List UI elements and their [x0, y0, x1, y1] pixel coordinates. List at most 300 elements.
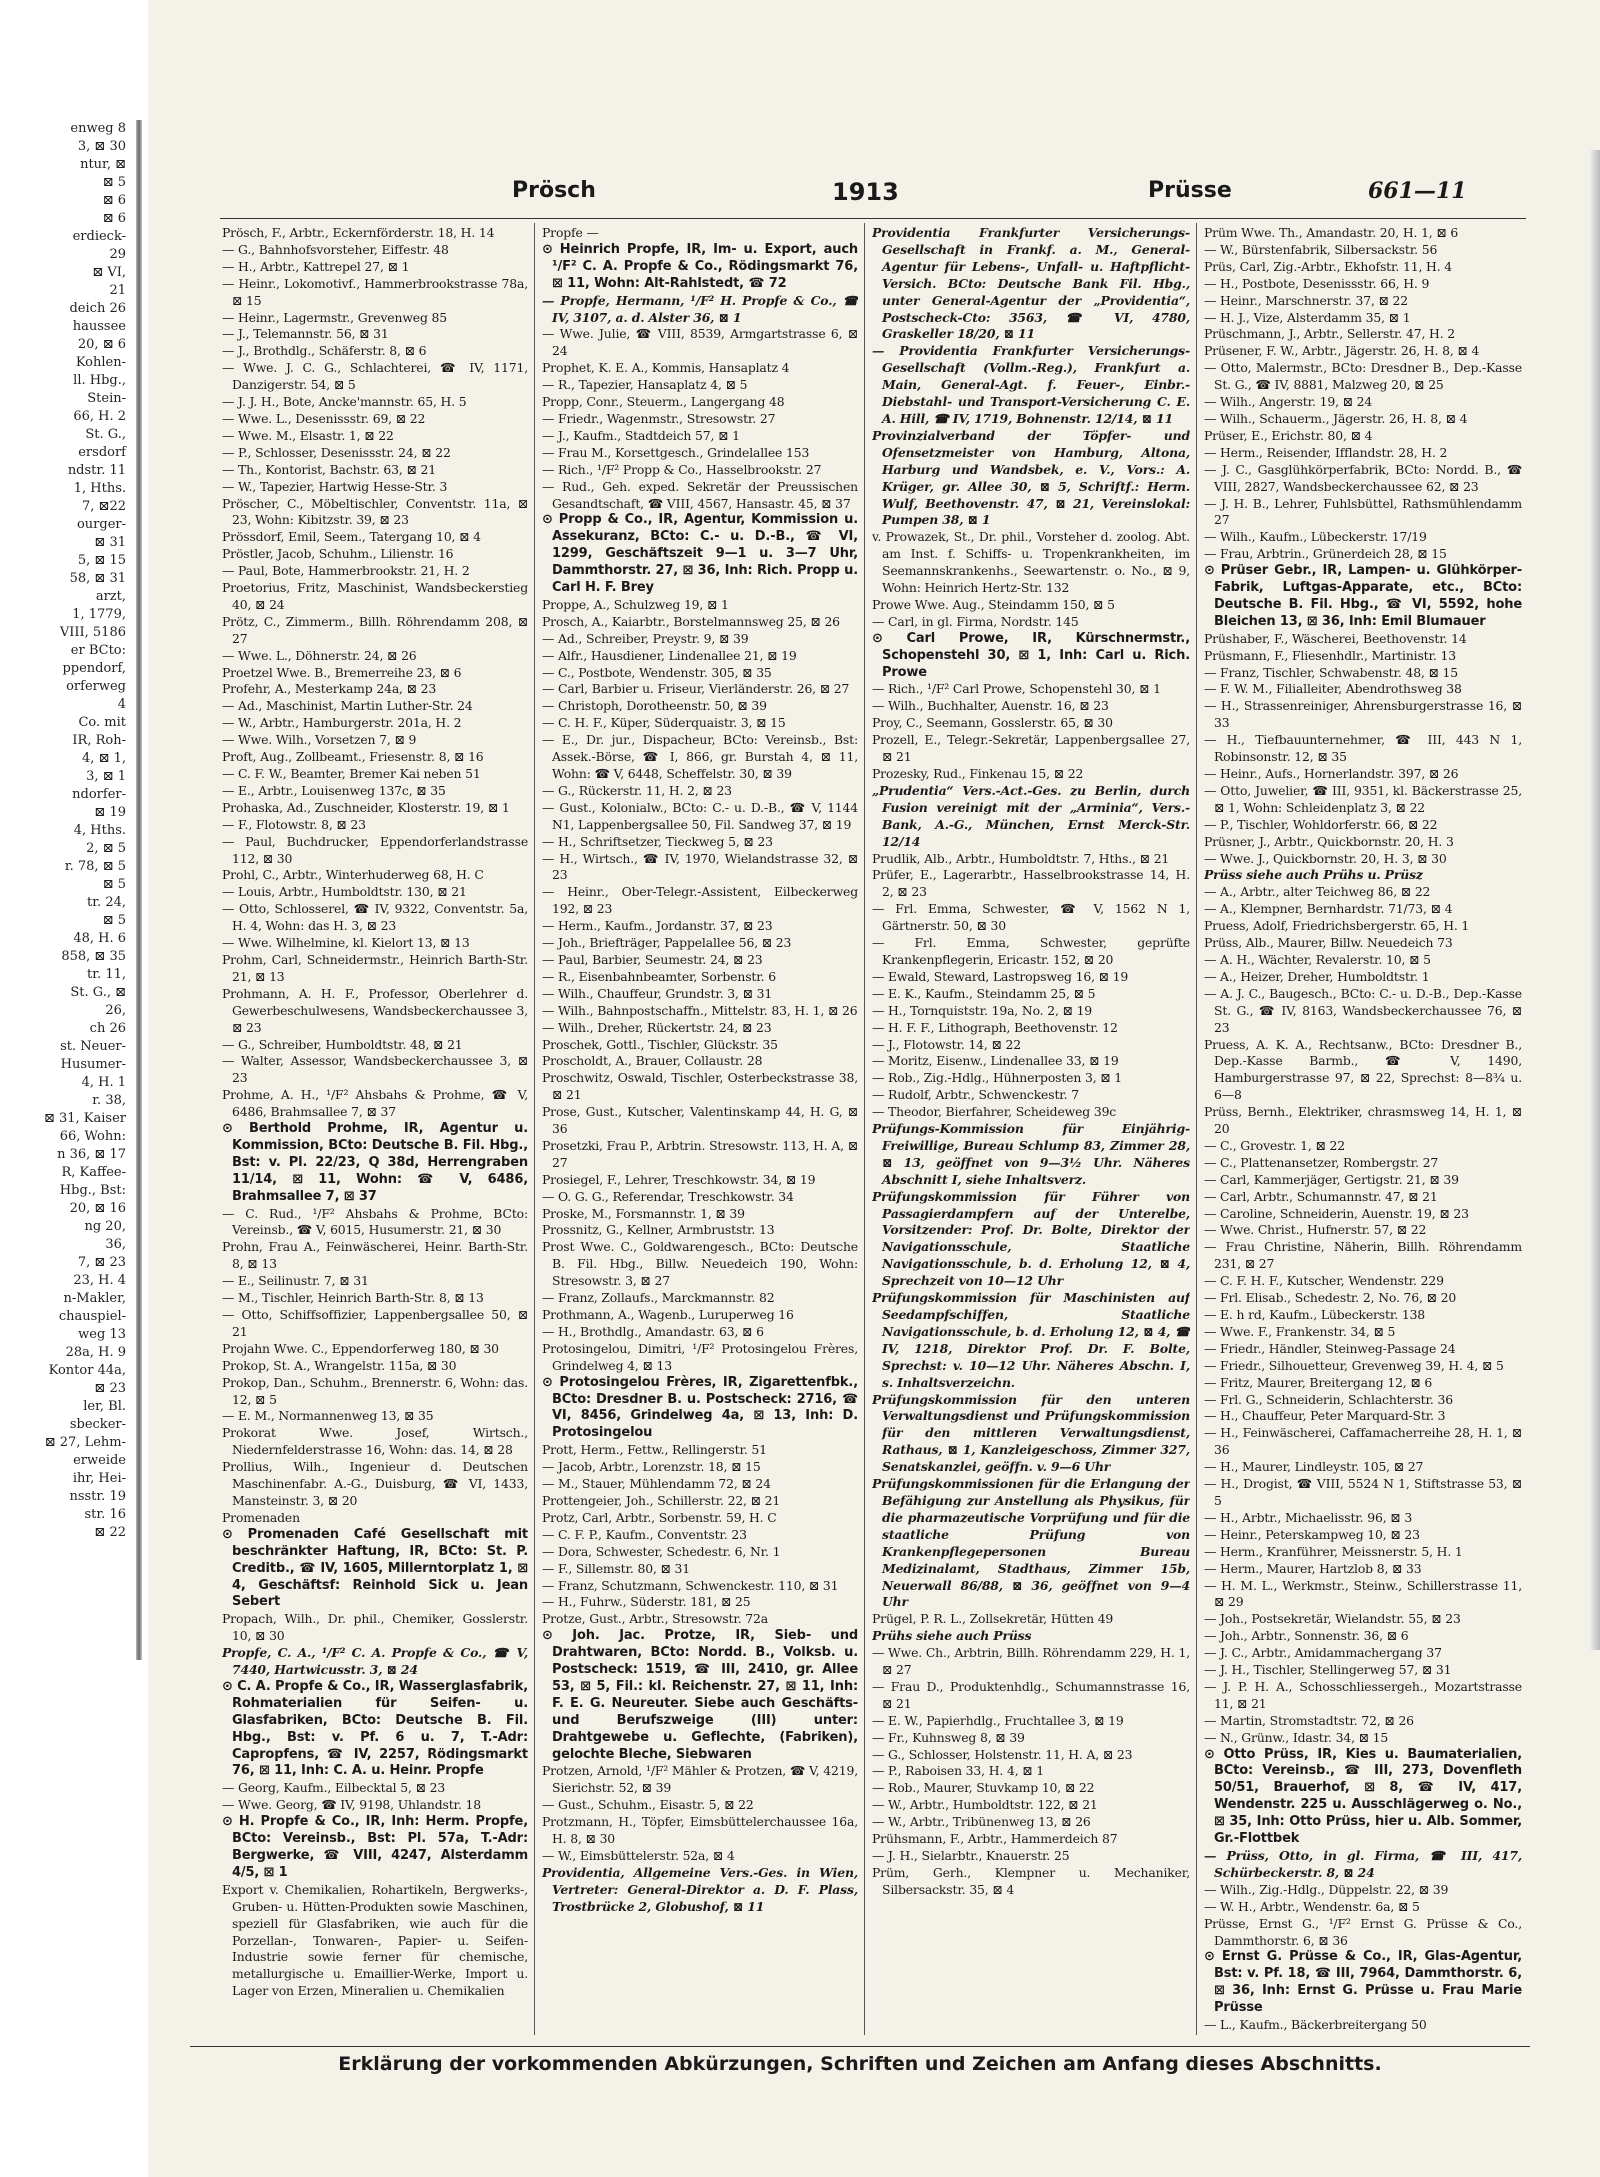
- previous-page-fragment: ntur, ⊠: [80, 157, 126, 172]
- directory-entry: — W., Arbtr., Humboldtstr. 122, ⊠ 21: [872, 1797, 1098, 1813]
- previous-page-fragment: ch 26: [89, 1021, 126, 1036]
- directory-entry: Promenaden: [222, 1509, 300, 1525]
- directory-entry: — H. M. L., Werkmstr., Steinw., Schillerstrasse 11, ⊠ 29: [1204, 1577, 1522, 1610]
- previous-page-fragment: er BCto:: [70, 643, 126, 658]
- previous-page-fragment: ⊠ 27, Lehm-: [44, 1435, 126, 1450]
- directory-entry: — Christoph, Dorotheenstr. 50, ⊠ 39: [542, 698, 767, 714]
- column-4: [1204, 225, 1522, 2037]
- directory-entry: Prossnitz, G., Kellner, Armbruststr. 13: [542, 1222, 775, 1238]
- directory-entry: — C., Grovestr. 1, ⊠ 22: [1204, 1137, 1345, 1153]
- directory-entry: — Frl. G., Schneiderin, Schlachterstr. 36: [1204, 1391, 1453, 1407]
- directory-entry: Prösch, F., Arbtr., Eckernförderstr. 18, H. 14: [222, 225, 495, 240]
- directory-entry: Prüfungs-Kommission für Einjährig-Freiwillige, Bureau Schlump 83, Zimmer 28, ⊠ 13, geöffnet von 9—3½ Uhr. Näheres Abschnitt I, siehe Inhaltsverz.: [872, 1121, 1190, 1187]
- directory-entry: Prössdorf, Emil, Seem., Tatergang 10, ⊠ 4: [222, 529, 481, 545]
- previous-page-fragment: enweg 8: [70, 121, 126, 136]
- directory-entry: — Wwe. Wilh., Vorsetzen 7, ⊠ 9: [222, 732, 417, 748]
- directory-entry: — H., Schriftsetzer, Tieckweg 5, ⊠ 23: [542, 833, 773, 849]
- book-gutter: [136, 120, 142, 1660]
- directory-entry: Prokop, St. A., Wrangelstr. 115a, ⊠ 30: [222, 1357, 457, 1373]
- directory-entry: — A. H., Wächter, Revalerstr. 10, ⊠ 5: [1204, 951, 1431, 967]
- directory-entry: — H., Arbtr., Kattrepel 27, ⊠ 1: [222, 258, 410, 274]
- column-divider: [534, 223, 535, 2035]
- directory-entry: — Th., Kontorist, Bachstr. 63, ⊠ 21: [222, 461, 436, 477]
- previous-page-fragment: Kontor 44a,: [48, 1363, 126, 1378]
- header-right-keyword: Prüsse: [1148, 178, 1232, 203]
- directory-entry: — Louis, Arbtr., Humboldtstr. 130, ⊠ 21: [222, 884, 467, 900]
- directory-entry: Prottengeier, Joh., Schillerstr. 22, ⊠ 21: [542, 1492, 781, 1508]
- previous-page-fragment: 21: [109, 283, 126, 298]
- previous-page-fragment: 4, Hths.: [73, 823, 126, 838]
- previous-page-fragment: ng 20,: [84, 1219, 126, 1234]
- directory-entry: — H. F. F., Lithograph, Beethovenstr. 12: [872, 1019, 1118, 1035]
- previous-page-fragment: ⊠ 6: [102, 211, 126, 226]
- directory-entry: — Herm., Reisender, Ifflandstr. 28, H. 2: [1204, 444, 1448, 460]
- header-left-keyword: Prösch: [512, 178, 596, 203]
- previous-page-fragment: ihr, Hei-: [72, 1471, 126, 1486]
- directory-entry: Propp, Conr., Steuerm., Langergang 48: [542, 394, 785, 410]
- directory-entry: Providentia, Allgemeine Vers.-Ges. in Wien, Vertreter: General-Direktor a. D. F. Plass, Trostbrücke 2, Globushof, ⊠ 11: [542, 1864, 858, 1914]
- directory-entry: — Ewald, Steward, Lastropsweg 16, ⊠ 19: [872, 968, 1129, 984]
- directory-entry: Pruess, A. K. A., Rechtsanw., BCto: Dresdner B., Dep.-Kasse Barmb., ☎ V, 1490, Hamburgerstrasse 97, ⊠ 22, Sprechst: 8—8¾ u. 6—8: [1204, 1036, 1522, 1103]
- previous-page-fragment: tr. 11,: [87, 967, 126, 982]
- directory-entry: Prüm Wwe. Th., Amandastr. 20, H. 1, ⊠ 6: [1204, 225, 1459, 240]
- directory-entry: Protz, Carl, Arbtr., Sorbenstr. 59, H. C: [542, 1509, 777, 1525]
- directory-entry: — P., Raboisen 33, H. 4, ⊠ 1: [872, 1763, 1045, 1779]
- column-3: [872, 225, 1190, 2037]
- directory-entry: — Franz, Tischler, Schwabenstr. 48, ⊠ 15: [1204, 664, 1459, 680]
- previous-page-fragment: 26,: [105, 1003, 126, 1018]
- directory-entry: — Frl. Emma, Schwester, ☎ V, 1562 N 1, Gärtnerstr. 50, ⊠ 30: [872, 901, 1190, 934]
- directory-entry: — A., Heizer, Dreher, Humboldtstr. 1: [1204, 968, 1430, 984]
- directory-entry: — Otto, Schlosserel, ☎ IV, 9322, Conventstr. 5a, H. 4, Wohn: das H. 3, ⊠ 23: [222, 901, 528, 934]
- directory-entry: — C. F. W., Beamter, Bremer Kai neben 51: [222, 766, 481, 781]
- previous-page-edge: [0, 120, 130, 1650]
- directory-entry: — W., Arbtr., Tribünenweg 13, ⊠ 26: [872, 1814, 1091, 1830]
- directory-entry: — Wwe. Wilhelmine, kl. Kielort 13, ⊠ 13: [222, 935, 470, 951]
- directory-entry: — Heinr., Marschnerstr. 37, ⊠ 22: [1204, 292, 1409, 308]
- previous-page-fragment: chauspiel-: [58, 1309, 126, 1324]
- directory-entry: — Dora, Schwester, Schedestr. 6, Nr. 1: [542, 1543, 781, 1559]
- directory-entry: Providentia Frankfurter Versicherungs-Gesellschaft in Frankf. a. M., General-Agentur für Lebens-, Unfall- u. Haftpflicht-Versich. BCto: Deutsche Bank Fil. Hbg., unter General-Agentur der „Providentia“, Postscheck-Cto: 3563, ☎ VI, 4780, Graskeller 18/20, ⊠ 11: [872, 225, 1190, 342]
- directory-entry: — Wwe. Christ., Hufnerstr. 57, ⊠ 22: [1204, 1222, 1427, 1238]
- directory-entry: — Franz, Schutzmann, Schwenckestr. 110, ⊠ 31: [542, 1577, 839, 1593]
- directory-entry: — C. Rud., ¹/F² Ahsbahs & Prohme, BCto: Vereinsb., ☎ V, 6015, Husumerstr. 21, ⊠ 30: [222, 1205, 528, 1238]
- previous-page-fragment: 2, ⊠ 5: [86, 841, 126, 856]
- directory-entry: — Herm., Kranführer, Meissnerstr. 5, H. 1: [1204, 1543, 1463, 1559]
- previous-page-fragment: 4: [117, 697, 126, 712]
- directory-entry: Projahn Wwe. C., Eppendorferweg 180, ⊠ 30: [222, 1340, 499, 1356]
- directory-entry: — Otto, Juwelier, ☎ III, 9351, kl. Bäckerstrasse 25, ⊠ 1, Wohn: Schleidenplatz 3, ⊠ 22: [1204, 782, 1522, 815]
- directory-entry: Prost Wwe. C., Goldwarengesch., BCto: Deutsche B. Fil. Hbg., Billw. Neuedeich 190, Wohn: Stresowstr. 3, ⊠ 27: [542, 1239, 858, 1289]
- directory-columns: [220, 218, 1526, 2039]
- directory-entry: — Jacob, Arbtr., Lorenzstr. 18, ⊠ 15: [542, 1459, 761, 1475]
- directory-entry: — Gust., Kolonialw., BCto: C.- u. D.-B., ☎ V, 1144 N1, Lappenbergsallee 50, Fil. Sandweg 37, ⊠ 19: [542, 799, 858, 832]
- previous-page-fragment: 5, ⊠ 15: [77, 553, 126, 568]
- directory-entry: — C. F. H. F., Kutscher, Wendenstr. 229: [1204, 1273, 1444, 1289]
- previous-page-fragment: ⊠ 6: [102, 193, 126, 208]
- directory-entry: — Fritz, Maurer, Breitergang 12, ⊠ 6: [1204, 1374, 1433, 1390]
- directory-entry: — Moritz, Eisenw., Lindenallee 33, ⊠ 19: [872, 1053, 1119, 1069]
- column-1: [222, 225, 528, 2037]
- previous-page-fragment: sbecker-: [69, 1417, 126, 1432]
- previous-page-fragment: 1, Hths.: [73, 481, 126, 496]
- directory-entry: — J. H., Tischler, Stellingerweg 57, ⊠ 31: [1204, 1662, 1452, 1678]
- directory-entry: — F. W. M., Filialleiter, Abendrothsweg 38: [1204, 681, 1462, 697]
- directory-entry: v. Prowazek, St., Dr. phil., Vorsteher d. zoolog. Abt. am Inst. f. Schiffs- u. Tropenkrankheiten, im Seemannskrankenhs., Seewartenstr. o. No., ⊠ 9, Wohn: Heinrich Hertz-Str. 132: [872, 529, 1190, 596]
- directory-entry: Prüs, Carl, Zig.-Arbtr., Ekhofstr. 11, H. 4: [1204, 258, 1453, 274]
- previous-page-fragment: ll. Hbg.,: [73, 373, 126, 388]
- directory-entry: — Wwe. Julie, ☎ VIII, 8539, Armgartstrasse 6, ⊠ 24: [542, 326, 858, 359]
- directory-entry: — E., Seilinustr. 7, ⊠ 31: [222, 1273, 369, 1289]
- directory-entry: Protzmann, H., Töpfer, Eimsbüttelerchaussee 16a, H. 8, ⊠ 30: [542, 1814, 858, 1847]
- directory-entry: — E. h rd, Kaufm., Lübeckerstr. 138: [1204, 1307, 1426, 1322]
- directory-entry: — W., Arbtr., Hamburgerstr. 201a, H. 2: [222, 715, 462, 731]
- directory-entry: Prohl, C., Arbtr., Winterhuderweg 68, H. C: [222, 867, 484, 883]
- previous-page-fragment: ⊠ VI,: [92, 265, 126, 280]
- directory-entry: — J., Flotowstr. 14, ⊠ 22: [872, 1036, 1021, 1052]
- previous-page-fragment: 66, H. 2: [73, 409, 126, 424]
- directory-entry: ⊙ Protosingelou Frères, IR, Zigarettenfbk., BCto: Dresdner B. u. Postscheck: 2716, ☎ VI, 8456, Grindelweg 4a, ⊠ 13, Inh: D. Protosingelou: [542, 1374, 858, 1441]
- directory-entry: — Caroline, Schneiderin, Auenstr. 19, ⊠ 23: [1204, 1205, 1469, 1221]
- footer-note: Erklärung der vorkommenden Abkürzungen, Schriften und Zeichen am Anfang dieses Abschnitts.: [190, 2046, 1530, 2075]
- directory-entry: Proetorius, Fritz, Maschinist, Wandsbeckerstieg 40, ⊠ 24: [222, 580, 528, 612]
- previous-page-fragment: ndstr. 11: [67, 463, 126, 478]
- directory-entry: — E. K., Kaufm., Steindamm 25, ⊠ 5: [872, 985, 1096, 1001]
- directory-entry: Prohme, A. H., ¹/F² Ahsbahs & Prohme, ☎ V, 6486, Brahmsallee 7, ⊠ 37: [222, 1087, 528, 1120]
- directory-entry: — Herm., Kaufm., Jordanstr. 37, ⊠ 23: [542, 918, 773, 934]
- directory-entry: Proschwitz, Oswald, Tischler, Osterbeckstrasse 38, ⊠ 21: [542, 1070, 858, 1103]
- previous-page-fragment: Hbg., Bst:: [59, 1183, 126, 1198]
- directory-entry: — J. C., Arbtr., Amidammachergang 37: [1204, 1645, 1442, 1661]
- previous-page-fragment: 4, H. 1: [81, 1075, 126, 1090]
- previous-page-fragment: str. 16: [84, 1507, 126, 1522]
- previous-page-fragment: 3, ⊠ 1: [86, 769, 126, 784]
- directory-entry: — Rich., ¹/F² Carl Prowe, Schopenstehl 30, ⊠ 1: [872, 681, 1161, 697]
- directory-entry: ⊙ Ernst G. Prüsse & Co., IR, Glas-Agentur, Bst: v. Pf. 18, ☎ III, 7964, Dammthorstr. 6, ⊠ 36, Inh: Ernst G. Prüsse u. Frau Marie Prüsse: [1204, 1949, 1522, 2016]
- header-year: 1913: [832, 178, 899, 206]
- directory-entry: — Gust., Schuhm., Eisastr. 5, ⊠ 22: [542, 1797, 754, 1813]
- previous-page-fragment: 7, ⊠ 23: [77, 1255, 126, 1270]
- previous-page-fragment: weg 13: [78, 1327, 126, 1342]
- directory-entry: — J., Kaufm., Stadtdeich 57, ⊠ 1: [542, 427, 740, 443]
- previous-page-fragment: n 36, ⊠ 17: [57, 1147, 126, 1162]
- directory-entry: — C., Postbote, Wendenstr. 305, ⊠ 35: [542, 664, 772, 680]
- directory-entry: — Carl, Barbier u. Friseur, Vierländerstr. 26, ⊠ 27: [542, 681, 850, 697]
- directory-entry: Prüfungskommission für den unteren Verwaltungsdienst und Prüfungskommission für den mittleren Verwaltungsdienst, Rathaus, ⊠ 1, Kanzleigeschoss, Zimmer 327, Senatskanzlei, geöffn. v. 9—6 Uhr: [872, 1391, 1190, 1475]
- directory-entry: Prokorat Wwe. Josef, Wirtsch., Niedernfelderstrasse 16, Wohn: das. 14, ⊠ 28: [222, 1425, 528, 1458]
- directory-entry: Prüfer, E., Lagerarbtr., Hasselbrookstrasse 14, H. 2, ⊠ 23: [872, 867, 1190, 900]
- previous-page-fragment: ⊠ 5: [102, 877, 126, 892]
- directory-entry: Proetzel Wwe. B., Bremerreihe 23, ⊠ 6: [222, 664, 462, 680]
- directory-entry: ⊙ Promenaden Café Gesellschaft mit beschränkter Haftung, IR, BCto: St. P. Creditb., ☎ IV, 1605, Millerntorplatz 1, ⊠ 4, Geschäftsf: Reinhold Sick u. Jean Sebert: [222, 1526, 528, 1610]
- directory-entry: Provinzialverband der Töpfer- und Ofensetzmeister von Hamburg, Altona, Harburg und Wandsbek, e. V., Vors.: A. Krüger, gr. Allee 30, ⊠ 5, Schriftf.: Herm. Wulf, Beethovenstr. 47, ⊠ 21, Vereinslokal: Pumpen 38, ⊠ 1: [872, 427, 1190, 528]
- directory-entry: ⊙ H. Propfe & Co., IR, Inh: Herm. Propfe, BCto: Vereinsb., Bst: Pl. 57a, T.-Adr: Bergwerke, ☎ VIII, 4247, Alsterdamm 4/5, ⊠ 1: [222, 1814, 528, 1880]
- previous-page-fragment: Kohlen-: [75, 355, 126, 370]
- directory-entry: — Theodor, Bierfahrer, Scheideweg 39c: [872, 1104, 1117, 1120]
- directory-entry: ⊙ C. A. Propfe & Co., IR, Wasserglasfabrik, Rohmaterialien für Seifen- u. Glasfabriken, BCto: Deutsche B. Fil. Hbg., Bst: v. Pf. 6 u. 7, T.-Adr: Capropfens, ☎ IV, 2257, Rödingsmarkt 76, ⊠ 11, Inh: C. A. u. Heinr. Propfe: [222, 1678, 528, 1779]
- directory-entry: — Friedr., Wagenmstr., Stresowstr. 27: [542, 410, 776, 426]
- directory-entry: — C. H. F., Küper, Süderquaistr. 3, ⊠ 15: [542, 715, 786, 731]
- directory-entry: — J., Brothdlg., Schäferstr. 8, ⊠ 6: [222, 343, 427, 359]
- directory-entry: — Paul, Barbier, Seumestr. 24, ⊠ 23: [542, 951, 763, 967]
- directory-entry: Prüfungskommission für Maschinisten auf Seedampfschiffen, Staatliche Navigationsschule, b. d. Erholung 12, ⊠ 4, ☎ IV, 1218, Direktor Prof. Dr. F. Bolte, Sprechst: v. 10—12 Uhr. Näheres Abschn. I, s. Inhaltsverzeichn.: [872, 1290, 1190, 1390]
- directory-entry: — H., Postbote, Desenissstr. 66, H. 9: [1204, 275, 1430, 291]
- directory-entry: Prüsner, J., Arbtr., Quickbornstr. 20, H. 3: [1204, 833, 1454, 849]
- directory-entry: — Georg, Kaufm., Eilbecktal 5, ⊠ 23: [222, 1780, 446, 1796]
- directory-entry: — H., Tornquiststr. 19a, No. 2, ⊠ 19: [872, 1002, 1093, 1018]
- directory-entry: — Rudolf, Arbtr., Schwenckestr. 7: [872, 1087, 1079, 1103]
- directory-entry: Prüsener, F. W., Arbtr., Jägerstr. 26, H. 8, ⊠ 4: [1204, 343, 1480, 359]
- previous-page-fragment: ⊠ 31: [94, 535, 126, 550]
- previous-page-fragment: orferweg: [66, 679, 126, 694]
- column-divider: [1196, 223, 1197, 2035]
- directory-entry: Prüfungskommission für Führer von Passagierdampfern auf der Unterelbe, Vorsitzender: Prof. Dr. Bolte, Direktor der Navigationsschule, Staatliche Navigationsschule, b. d. Erholung 12, ⊠ 4, Sprechzeit von 10—12 Uhr: [872, 1188, 1190, 1289]
- directory-entry: — Ad., Schreiber, Preystr. 9, ⊠ 39: [542, 630, 749, 646]
- previous-page-fragment: ⊠ 22: [94, 1525, 126, 1540]
- directory-entry: — L., Kaufm., Bäckerbreitergang 50: [1204, 2017, 1427, 2033]
- directory-entry: — H., Tiefbauunternehmer, ☎ III, 443 N 1, Robinsonstr. 12, ⊠ 35: [1204, 732, 1522, 765]
- previous-page-fragment: tr. 24,: [87, 895, 126, 910]
- directory-entry: Protze, Gust., Arbtr., Stresowstr. 72a: [542, 1611, 769, 1627]
- directory-entry: Prohn, Frau A., Feinwäscherei, Heinr. Barth-Str. 8, ⊠ 13: [222, 1239, 528, 1272]
- directory-entry: — Heinr., Aufs., Hornerlandstr. 397, ⊠ 26: [1204, 766, 1459, 781]
- directory-entry: Protzen, Arnold, ¹/F² Mähler & Protzen, ☎ V, 4219, Sierichstr. 52, ⊠ 39: [542, 1763, 858, 1796]
- directory-entry: Proy, C., Seemann, Gosslerstr. 65, ⊠ 30: [872, 715, 1113, 731]
- previous-page-fragment: erdieck-: [72, 229, 126, 244]
- directory-entry: — Rob., Zig.-Hdlg., Hühnerposten 3, ⊠ 1: [872, 1070, 1123, 1086]
- directory-entry: — Wwe. M., Elsastr. 1, ⊠ 22: [222, 427, 394, 443]
- previous-page-fragment: r. 78, ⊠ 5: [64, 859, 126, 874]
- previous-page-fragment: 66, Wohn:: [59, 1129, 126, 1144]
- directory-entry: — F., Sillemstr. 80, ⊠ 31: [542, 1560, 691, 1576]
- previous-page-fragment: 20, ⊠ 16: [69, 1201, 126, 1216]
- directory-entry: Prüss, Bernh., Elektriker, chrasmsweg 14, H. 1, ⊠ 20: [1204, 1104, 1522, 1137]
- previous-page-fragment: St. G.,: [85, 427, 126, 442]
- directory-entry: ⊙ Otto Prüss, IR, Kies u. Baumaterialien, BCto: Vereinsb., ☎ III, 273, Dovenfleth 50/51, Brauerhof, ⊠ 8, ☎ IV, 417, Wendenstr. 225 u. Ausschlägerweg o. No., ⊠ 35, Inh: Otto Prüss, hier u. Alb. Sommer, Gr.-Flottbek: [1204, 1746, 1522, 1847]
- directory-entry: — H., Fuhrw., Süderstr. 181, ⊠ 25: [542, 1594, 751, 1610]
- previous-page-fragment: 23, H. 4: [73, 1273, 126, 1288]
- directory-entry: Proppe, A., Schulzweg 19, ⊠ 1: [542, 596, 729, 612]
- directory-entry: — Carl, in gl. Firma, Nordstr. 145: [872, 613, 1079, 629]
- directory-entry: — Heinr., Ober-Telegr.-Assistent, Eilbeckerweg 192, ⊠ 23: [542, 884, 858, 917]
- directory-entry: — Wwe. L., Desenissstr. 69, ⊠ 22: [222, 410, 426, 426]
- directory-entry: Prüss, Alb., Maurer, Billw. Neuedeich 73: [1204, 935, 1453, 951]
- directory-entry: — G., Rückerstr. 11, H. 2, ⊠ 23: [542, 782, 732, 798]
- directory-entry: Prohmann, A. H. F., Professor, Oberlehrer d. Gewerbeschulwesens, Wandsbeckerchaussee 3, ⊠ 23: [222, 985, 528, 1035]
- directory-entry: — Herm., Maurer, Hartzlob 8, ⊠ 33: [1204, 1560, 1422, 1576]
- directory-entry: — H., Arbtr., Michaelisstr. 96, ⊠ 3: [1204, 1509, 1413, 1525]
- directory-entry: — G., Schreiber, Humboldtstr. 48, ⊠ 21: [222, 1036, 463, 1052]
- directory-entry: — Wwe. Ch., Arbtrin, Billh. Röhrendamm 229, H. 1, ⊠ 27: [872, 1645, 1190, 1678]
- directory-entry: — Wilh., Angerstr. 19, ⊠ 24: [1204, 394, 1373, 410]
- page-header: [190, 178, 1530, 212]
- directory-entry: — J. H., Sielarbtr., Knauerstr. 25: [872, 1848, 1070, 1863]
- directory-entry: — J. P. H. A., Schosschliessergeh., Mozartstrasse 11, ⊠ 21: [1204, 1678, 1522, 1711]
- directory-entry: — A. J. C., Baugesch., BCto: C.- u. D.-B., Dep.-Kasse St. G., ☎ IV, 8163, Wandsbeckerchaussee 76, ⊠ 23: [1204, 985, 1522, 1035]
- directory-entry: Prohm, Carl, Schneidermstr., Heinrich Barth-Str. 21, ⊠ 13: [222, 951, 528, 984]
- directory-entry: Prügel, P. R. L., Zollsekretär, Hütten 49: [872, 1611, 1114, 1627]
- directory-entry: — Frau Christine, Näherin, Billh. Röhrendamm 231, ⊠ 27: [1204, 1239, 1522, 1272]
- previous-page-fragment: ⊠ 5: [102, 175, 126, 190]
- directory-entry: — J. C., Gasglühkörperfabrik, BCto: Nordd. B., ☎ VIII, 2827, Wandsbeckerchaussee 62, ⊠ 23: [1204, 461, 1522, 494]
- directory-entry: — N., Grünw., Idastr. 34, ⊠ 15: [1204, 1729, 1389, 1745]
- previous-page-fragment: erweide: [73, 1453, 126, 1468]
- directory-entry: — H., Wirtsch., ☎ IV, 1970, Wielandstrasse 32, ⊠ 23: [542, 850, 858, 883]
- directory-entry: — Frau, Arbtrin., Grünerdeich 28, ⊠ 15: [1204, 546, 1447, 562]
- directory-entry: — Carl, Kammerjäger, Gertigstr. 21, ⊠ 39: [1204, 1171, 1459, 1187]
- directory-entry: — Wwe. L., Döhnerstr. 24, ⊠ 26: [222, 647, 417, 663]
- directory-entry: Profehr, A., Mesterkamp 24a, ⊠ 23: [222, 681, 437, 697]
- previous-page-fragment: 36,: [105, 1237, 126, 1252]
- directory-entry: Prose, Gust., Kutscher, Valentinskamp 44, H. G, ⊠ 36: [542, 1104, 858, 1137]
- directory-entry: — Frau D., Produktenhdlg., Schumannstrasse 16, ⊠ 21: [872, 1678, 1190, 1711]
- directory-entry: — Heinr., Lokomotivf., Hammerbrookstrasse 78a, ⊠ 15: [222, 275, 528, 308]
- directory-entry: Pröstler, Jacob, Schuhm., Lilienstr. 16: [222, 546, 454, 562]
- directory-entry: Propach, Wilh., Dr. phil., Chemiker, Gosslerstr. 10, ⊠ 30: [222, 1611, 528, 1644]
- directory-entry: ⊙ Heinrich Propfe, IR, Im- u. Export, auch ¹/F² C. A. Propfe & Co., Rödingsmarkt 76, ⊠ 11, Wohn: Alt-Rahlstedt, ☎ 72: [542, 241, 858, 291]
- column-divider: [864, 223, 865, 2035]
- directory-entry: Prüfungskommissionen für die Erlangung der Befähigung zur Anstellung als Physikus, für die pharmazeutische Vorprüfung und für die staatliche Prüfung von Krankenpflegepersonen Bureau Medizinalamt, Stadthaus, Zimmer 15b, Neuerwall 86/88, ⊠ 36, geöffnet von 9—4 Uhr: [872, 1476, 1190, 1610]
- directory-entry: — Rob., Maurer, Stuvkamp 10, ⊠ 22: [872, 1780, 1095, 1796]
- directory-entry: — H., Strassenreiniger, Ahrensburgerstrasse 16, ⊠ 33: [1204, 698, 1522, 731]
- directory-entry: — Friedr., Händler, Steinweg-Passage 24: [1204, 1340, 1456, 1356]
- directory-entry: Prott, Herm., Fettw., Rellingerstr. 51: [542, 1442, 767, 1458]
- directory-entry: — Paul, Bote, Hammerbrookstr. 21, H. 2: [222, 563, 470, 579]
- directory-entry: Prüschmann, J., Arbtr., Sellerstr. 47, H. 2: [1204, 326, 1456, 342]
- column-2: [542, 225, 858, 2037]
- directory-entry: — Carl, Arbtr., Schumannstr. 47, ⊠ 21: [1204, 1188, 1438, 1204]
- previous-page-fragment: haussee: [72, 319, 126, 334]
- previous-page-fragment: ppendorf,: [62, 661, 126, 676]
- directory-entry: — P., Tischler, Wohldorferstr. 66, ⊠ 22: [1204, 816, 1438, 832]
- directory-entry: Prüsse, Ernst G., ¹/F² Ernst G. Prüsse & Co., Dammthorstr. 6, ⊠ 36: [1204, 1915, 1522, 1948]
- previous-page-fragment: 7, ⊠22: [82, 499, 126, 514]
- directory-entry: — J., Telemannstr. 56, ⊠ 31: [222, 326, 389, 342]
- previous-page-fragment: ⊠ 5: [102, 913, 126, 928]
- directory-entry: Prötz, C., Zimmerm., Billh. Röhrendamm 208, ⊠ 27: [222, 613, 528, 646]
- directory-entry: — Frau M., Korsettgesch., Grindelallee 153: [542, 444, 810, 460]
- directory-entry: Prühs siehe auch Prüss: [872, 1628, 1032, 1644]
- directory-entry: — H., Maurer, Lindleystr. 105, ⊠ 27: [1204, 1459, 1424, 1475]
- previous-page-fragment: ⊠ 23: [94, 1381, 126, 1396]
- previous-page-fragment: 48, H. 6: [73, 931, 126, 946]
- directory-entry: — Heinr., Lagermstr., Grevenweg 85: [222, 309, 447, 325]
- directory-entry: — Wilh., Dreher, Rückertstr. 24, ⊠ 23: [542, 1019, 772, 1035]
- directory-entry: — J. J. H., Bote, Ancke'mannstr. 65, H. 5: [222, 394, 467, 410]
- directory-entry: — Martin, Stromstadtstr. 72, ⊠ 26: [1204, 1712, 1414, 1728]
- previous-page-fragment: n-Makler,: [63, 1291, 126, 1306]
- directory-entry: — H., Chauffeur, Peter Marquard-Str. 3: [1204, 1408, 1446, 1424]
- directory-entry: Prophet, K. E. A., Kommis, Hansaplatz 4: [542, 360, 790, 376]
- directory-entry: Prowe Wwe. Aug., Steindamm 150, ⊠ 5: [872, 596, 1115, 612]
- directory-entry: — R., Tapezier, Hansaplatz 4, ⊠ 5: [542, 377, 748, 393]
- directory-entry: — G., Bahnhofsvorsteher, Eiffestr. 48: [222, 241, 449, 257]
- directory-entry: — Alfr., Hausdiener, Lindenallee 21, ⊠ 19: [542, 647, 797, 663]
- directory-entry: — Friedr., Silhouetteur, Grevenweg 39, H. 4, ⊠ 5: [1204, 1357, 1504, 1373]
- directory-entry: — Fr., Kuhnsweg 8, ⊠ 39: [872, 1729, 1025, 1745]
- directory-entry: — Wwe. J. C. G., Schlachterei, ☎ IV, 1171, Danzigerstr. 54, ⊠ 5: [222, 360, 528, 393]
- directory-entry: — H., Drogist, ☎ VIII, 5524 N 1, Stiftstrasse 53, ⊠ 5: [1204, 1476, 1522, 1508]
- previous-page-fragment: 29: [109, 247, 126, 262]
- directory-entry: „Prudentia“ Vers.-Act.-Ges. zu Berlin, durch Fusion vereinigt mit der „Arminia“, Vers.-Bank, A.-G., München, Ernst Merck-Str. 12/14: [872, 782, 1190, 849]
- directory-entry: Prüss siehe auch Prühs u. Prüsz: [1204, 867, 1423, 883]
- directory-entry: Prosetzki, Frau P., Arbtrin. Stresowstr. 113, H. A, ⊠ 27: [542, 1137, 858, 1170]
- directory-entry: — Wwe. F., Frankenstr. 34, ⊠ 5: [1204, 1323, 1396, 1339]
- directory-entry: Pröscher, C., Möbeltischler, Conventstr. 11a, ⊠ 23, Wohn: Kibitzstr. 39, ⊠ 23: [222, 495, 528, 528]
- directory-entry: Export v. Chemikalien, Rohartikeln, Bergwerks-, Gruben- u. Hütten-Produkten sowie Maschinen, speziell für Glasfabriken, wie auch für die Porzellan-, Tonwaren-, Papier- u. Seifen-Industrie sowie ferner für chemische, metallurgische u. Emaillier-Werke, Import u. Lager von Erzen, Mineralien u. Chemikalien: [222, 1881, 528, 1999]
- previous-page-fragment: ⊠ 19: [94, 805, 126, 820]
- directory-entry: — Frl. Elisab., Schedestr. 2, No. 76, ⊠ 20: [1204, 1290, 1457, 1306]
- directory-entry: — Franz, Zollaufs., Marckmannstr. 82: [542, 1290, 775, 1306]
- directory-entry: — R., Eisenbahnbeamter, Sorbenstr. 6: [542, 968, 776, 984]
- directory-entry: — Propfe, Hermann, ¹/F² H. Propfe & Co., ☎ IV, 3107, a. d. Alster 36, ⊠ 1: [542, 292, 858, 325]
- directory-entry: — Paul, Buchdrucker, Eppendorferlandstrasse 112, ⊠ 30: [222, 833, 528, 866]
- previous-page-fragment: R, Kaffee-: [61, 1165, 126, 1180]
- directory-entry: Protosingelou, Dimitri, ¹/F² Protosingelou Frères, Grindelweg 4, ⊠ 13: [542, 1340, 858, 1373]
- directory-entry: — Wilh., Bahnpostschaffn., Mittelstr. 83, H. 1, ⊠ 26: [542, 1002, 858, 1018]
- directory-entry: — A., Arbtr., alter Teichweg 86, ⊠ 22: [1204, 884, 1431, 900]
- directory-entry: Pruess, Adolf, Friedrichsbergerstr. 65, H. 1: [1204, 918, 1470, 934]
- previous-page-fragment: 3, ⊠ 30: [77, 139, 126, 154]
- directory-entry: — Heinr., Peterskampweg 10, ⊠ 23: [1204, 1526, 1420, 1542]
- directory-entry: — H., Feinwäscherei, Caffamacherreihe 28, H. 1, ⊠ 36: [1204, 1425, 1522, 1458]
- directory-entry: Propfe, C. A., ¹/F² C. A. Propfe & Co., ☎ V, 7440, Hartwicusstr. 3, ⊠ 24: [222, 1645, 528, 1678]
- page-edge: [1590, 150, 1600, 1650]
- directory-entry: — E. W., Papierhdlg., Fruchtallee 3, ⊠ 19: [872, 1712, 1124, 1728]
- directory-entry: — J. H. B., Lehrer, Fuhlsbüttel, Rathsmühlendamm 27: [1204, 495, 1522, 528]
- previous-page-fragment: 58, ⊠ 31: [69, 571, 126, 586]
- directory-entry: Prozell, E., Telegr.-Sekretär, Lappenbergsallee 27, ⊠ 21: [872, 732, 1190, 765]
- previous-page-fragment: Co. mit: [78, 715, 126, 730]
- previous-page-fragment: arzt,: [95, 589, 126, 604]
- directory-entry: — W., Eimsbüttelerstr. 52a, ⊠ 4: [542, 1848, 735, 1863]
- directory-entry: Prollius, Wilh., Ingenieur d. Deutschen Maschinenfabr. A.-G., Duisburg, ☎ VI, 1433, Mansteinstr. 3, ⊠ 20: [222, 1459, 528, 1508]
- directory-entry: — M., Stauer, Mühlendamm 72, ⊠ 24: [542, 1476, 771, 1492]
- directory-entry: ⊙ Joh. Jac. Protze, IR, Sieb- und Drahtwaren, BCto: Nordd. B., Volksb. u. Postscheck: 1519, ☎ III, 2410, gr. Allee 53, ⊠ 5, Fil.: kl. Reichenstr. 27, ⊠ 11, Inh: F. E. G. Neureuter. Siebe auch Geschäfts- und Berufszweige (III) unter: Drahtgewebe u. Geflechte, (Fabriken), gelochte Bleche, Siebwaren: [542, 1628, 858, 1762]
- directory-entry: — F., Flotowstr. 8, ⊠ 23: [222, 816, 366, 832]
- directory-entry: — Joh., Briefträger, Pappelallee 56, ⊠ 23: [542, 935, 792, 951]
- directory-entry: Proske, M., Forsmannstr. 1, ⊠ 39: [542, 1205, 745, 1221]
- directory-entry: Prüsmann, F., Fliesenhdlr., Martinistr. 13: [1204, 647, 1456, 663]
- directory-entry: Prokop, Dan., Schuhm., Brennerstr. 6, Wohn: das. 12, ⊠ 5: [222, 1374, 528, 1407]
- previous-page-fragment: ⊠ 31, Kaiser: [43, 1111, 126, 1126]
- previous-page-fragment: 20, ⊠ 6: [77, 337, 126, 352]
- directory-entry: — Frl. Emma, Schwester, geprüfte Krankenpflegerin, Ericastr. 152, ⊠ 20: [872, 935, 1190, 967]
- directory-entry: Proft, Aug., Zollbeamt., Friesenstr. 8, ⊠ 16: [222, 749, 484, 765]
- directory-entry: — C. F. P., Kaufm., Conventstr. 23: [542, 1526, 747, 1542]
- directory-entry: Prüshaber, F., Wäscherei, Beethovenstr. 14: [1204, 630, 1467, 646]
- previous-page-fragment: IR, Roh-: [72, 733, 126, 748]
- directory-entry: — Wwe. Georg, ☎ IV, 9198, Uhlandstr. 18: [222, 1797, 482, 1813]
- header-page-number: 661—11: [1368, 178, 1467, 204]
- directory-entry: — W., Tapezier, Hartwig Hesse-Str. 3: [222, 478, 448, 494]
- directory-entry: Propfe —: [542, 225, 599, 240]
- directory-entry: Prüser, E., Erichstr. 80, ⊠ 4: [1204, 427, 1373, 443]
- previous-page-fragment: ourger-: [76, 517, 126, 532]
- previous-page-fragment: St. G., ⊠: [70, 985, 126, 1000]
- previous-page-fragment: Stein-: [87, 391, 126, 406]
- previous-page-fragment: nsstr. 19: [69, 1489, 126, 1504]
- previous-page-fragment: 858, ⊠ 35: [61, 949, 126, 964]
- directory-entry: — E., Arbtr., Louisenweg 137c, ⊠ 35: [222, 782, 446, 798]
- directory-entry: — M., Tischler, Heinrich Barth-Str. 8, ⊠ 13: [222, 1290, 484, 1306]
- directory-entry: — W. H., Arbtr., Wendenstr. 6a, ⊠ 5: [1204, 1898, 1420, 1914]
- directory-entry: — C., Plattenansetzer, Rombergstr. 27: [1204, 1154, 1439, 1170]
- directory-entry: — Wilh., Chauffeur, Grundstr. 3, ⊠ 31: [542, 985, 773, 1001]
- directory-entry: — W., Bürstenfabrik, Silbersackstr. 56: [1204, 241, 1438, 257]
- directory-entry: — O. G. G., Referendar, Treschkowstr. 34: [542, 1188, 794, 1204]
- directory-entry: — H. J., Vize, Alsterdamm 35, ⊠ 1: [1204, 309, 1411, 325]
